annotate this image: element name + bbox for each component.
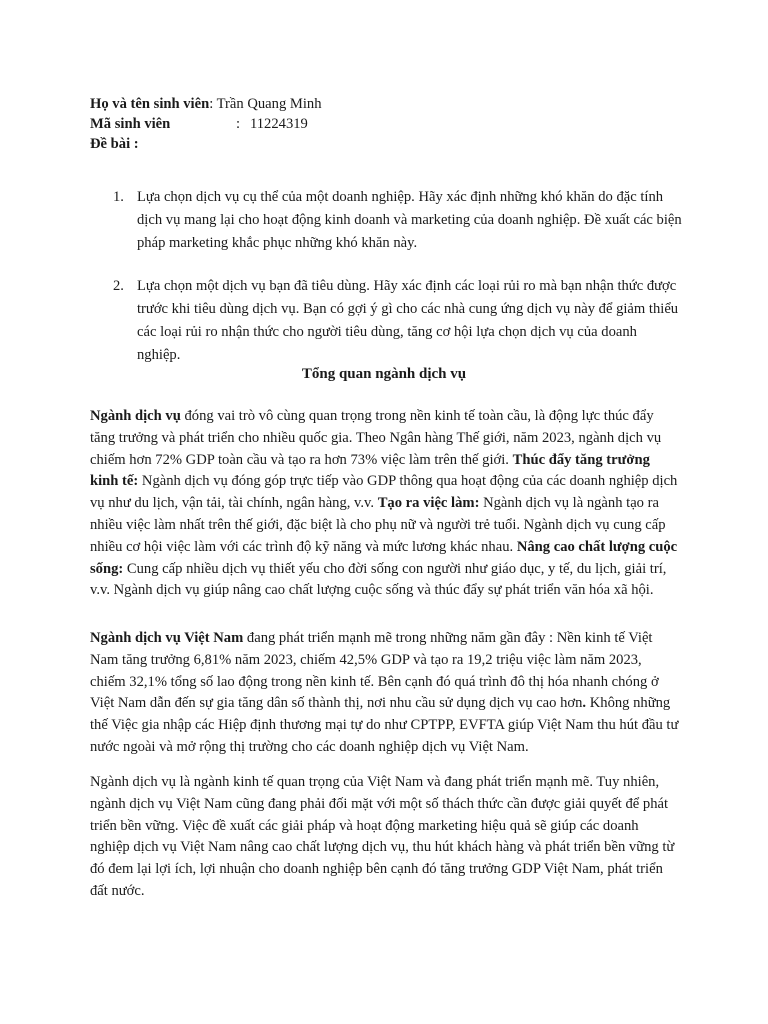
task-number: 1. — [113, 189, 124, 205]
student-id-colon: : — [236, 116, 241, 132]
task-number: 2. — [113, 278, 124, 294]
paragraph-text: Không những thế Việc gia nhập các Hiệp định thương mại tự do như CPTPP, EVFTA giúp Việt Nam thu hút đầu tư nước ngoài và mở rộng thị trường cho các doanh nghiệp dịch vụ Việt Nam. — [90, 695, 679, 755]
paragraph-vietnam-services — [90, 628, 680, 759]
assignment-task-list — [113, 186, 683, 367]
student-name-colon: : — [209, 96, 214, 112]
task-item — [113, 186, 683, 255]
student-header — [90, 94, 322, 154]
paragraph-text: Ngành dịch vụ đóng góp trực tiếp vào GDP thông qua hoạt động của các doanh nghiệp dịch vụ như du lịch, vận tải, tài chính, ngân hàng, v.v. — [90, 473, 678, 512]
assignment-row — [90, 134, 322, 154]
paragraph-text: Cung cấp nhiều dịch vụ thiết yếu cho đời sống con người như giáo dục, y tế, du lịch, giải trí, v.v. Ngành dịch vụ giúp nâng cao chất lượng cuộc sống và thúc đẩy sự phát triển văn hóa xã hội. — [90, 560, 667, 599]
bold-term: Ngành dịch vụ — [90, 408, 181, 424]
paragraph-text: đang phát triển mạnh mẽ trong những năm gần đây : Nền kinh tế Việt Nam tăng trưởng 6,81% năm 2023, chiếm 42,5% GDP và tạo ra 19,2 triệu việc làm năm 2023, chiếm 32,1% tổng số lao động trong nền kinh tế. Bên cạnh đó quá trình đô thị hóa nhanh chóng ở Việt Nam dẫn đến sự gia tăng dân số thành thị, nơi nhu cầu sử dụng dịch vụ cao hơn — [90, 630, 659, 712]
student-id-row — [90, 114, 322, 134]
paragraph-service-overview — [90, 406, 680, 602]
paragraph-text: Ngành dịch vụ là ngành tạo ra nhiều việc làm nhất trên thế giới, đặc biệt là cho phụ nữ và người trẻ tuổi. Ngành dịch vụ cung cấp nhiều cơ hội việc làm với các trình độ kỹ năng và mức lương khác nhau. — [90, 495, 666, 555]
bold-term: Thúc đẩy tăng trưởng kinh tế: — [90, 451, 650, 490]
student-name-row — [90, 94, 322, 114]
bold-term: . — [582, 695, 587, 712]
task-text: Lựa chọn dịch vụ cụ thể của một doanh nghiệp. Hãy xác định những khó khăn do đặc tính dịch vụ mang lại cho hoạt động kinh doanh và marketing của doanh nghiệp. Đề xuất các biện pháp marketing khắc phục những khó khăn này. — [137, 189, 682, 251]
student-id-label: Mã sinh viên — [90, 116, 171, 132]
student-id-value: 11224319 — [250, 116, 308, 132]
task-text: Lựa chọn một dịch vụ bạn đã tiêu dùng. Hãy xác định các loại rủi ro mà bạn nhận thức được trước khi tiêu dùng dịch vụ. Bạn có gợi ý gì cho các nhà cung ứng dịch vụ này để giảm thiểu các loại rủi ro nhận thức cho người tiêu dùng, tăng cơ hội lựa chọn dịch vụ của doanh nghiệp. — [137, 278, 679, 363]
task-item — [113, 275, 683, 367]
student-name-label: Họ và tên sinh viên — [90, 96, 210, 112]
student-name-value: Trần Quang Minh — [216, 96, 322, 112]
bold-term: Ngành dịch vụ Việt Nam — [90, 630, 244, 646]
bold-term: Tạo ra việc làm: — [377, 495, 480, 512]
assignment-label: Đề bài : — [90, 136, 139, 152]
bold-term: Nâng cao chất lượng cuộc sống: — [90, 538, 678, 577]
paragraph-text: đóng vai trò vô cùng quan trọng trong nền kinh tế toàn cầu, là động lực thúc đẩy tăng trưởng và phát triển cho nhiều quốc gia. Theo Ngân hàng Thế giới, năm 2023, ngành dịch vụ chiếm hơn 72% GDP toàn cầu và tạo ra hơn 73% việc làm trên thế giới. — [90, 408, 662, 468]
section-title: Tổng quan ngành dịch vụ — [301, 366, 467, 382]
paragraph-conclusion: Ngành dịch vụ là ngành kinh tế quan trọng của Việt Nam và đang phát triển mạnh mẽ. Tuy nhiên, ngành dịch vụ Việt Nam cũng đang phải đối mặt với một số thách thức cần được giải quyết để phát triển bền vững. Việc đề xuất các giải pháp và hoạt động marketing hiệu quả sẽ giúp các doanh nghiệp dịch vụ Việt Nam nâng cao chất lượng dịch vụ, thu hút khách hàng và phát triển bền vững từ đó đem lại lợi ích, lợi nhuận cho doanh nghiệp bên cạnh đó tăng trưởng GDP Việt Nam, phát triển đất nước. — [90, 774, 675, 899]
